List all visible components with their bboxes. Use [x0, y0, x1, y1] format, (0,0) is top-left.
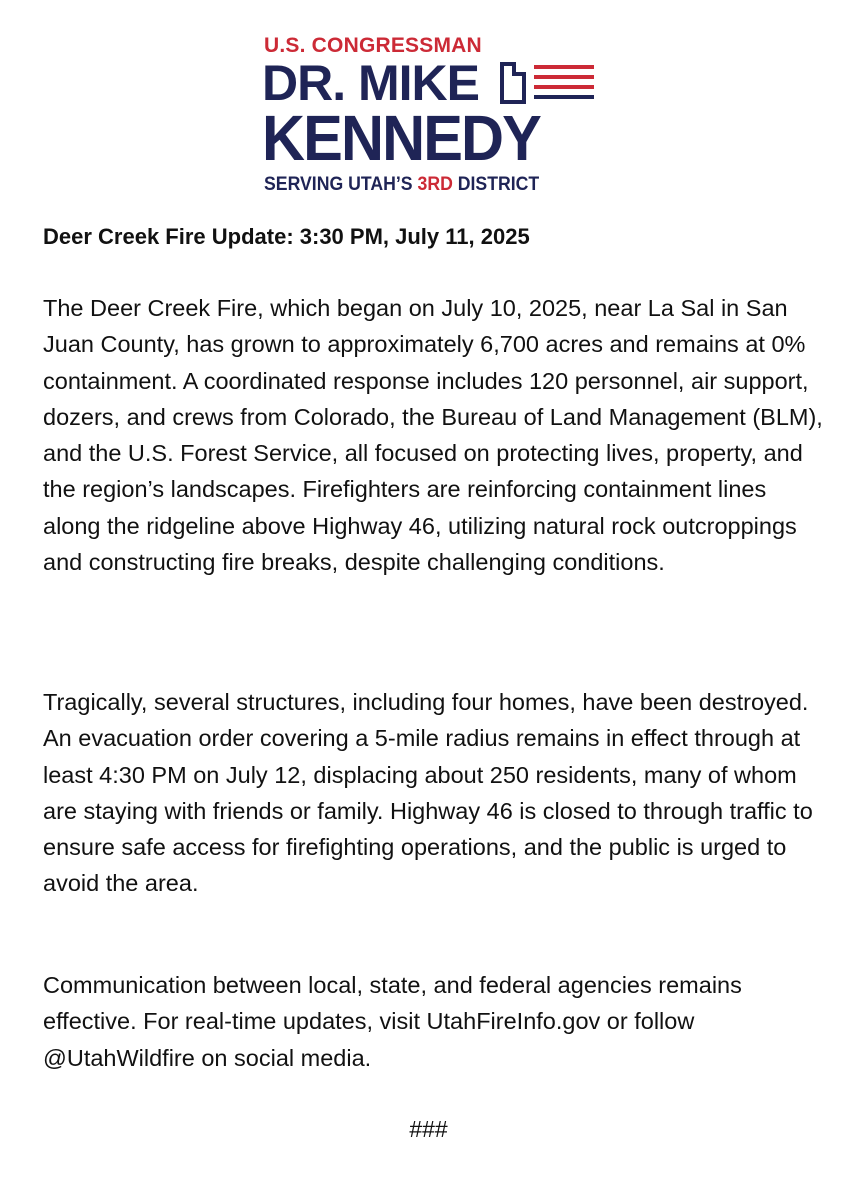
logo-district-prefix: SERVING UTAH’S [264, 174, 418, 195]
utah-flag-icon [500, 62, 596, 104]
logo-name-line1: DR. MIKE [262, 55, 479, 111]
logo-title-line: U.S. CONGRESSMAN [264, 34, 482, 57]
paragraph-fire-status: The Deer Creek Fire, which began on July 10, 2025, near La Sal in San Juan County, has grown to approximately 6,700 acres and remains at 0% containment. A coordinated response includes 120 personnel, air support, dozers, and crews from Colorado, the Bureau of Land Management (BLM), and the U.S. Forest Service, all focused on protecting lives, property, and the region’s landscapes. Firefighters are reinforcing containment lines along the ridgeline above Highway 46, utilizing natural rock outcroppings and constructing fire breaks, despite challenging conditions. [43, 295, 823, 576]
paragraph-evacuation: Tragically, several structures, including four homes, have been destroyed. An evacuation order covering a 5-mile radius remains in effect through at least 4:30 PM on July 12, displacing about 250 residents, many of whom are staying with friends or family. Highway 46 is closed to through traffic to ensure safe access for firefighting operations, and the public is urged to avoid the area. [43, 689, 813, 897]
congressman-logo [262, 34, 602, 194]
end-mark: ### [409, 1116, 448, 1142]
logo-district-number: 3RD [417, 174, 453, 195]
update-heading: Deer Creek Fire Update: 3:30 PM, July 11, 2025 [43, 224, 530, 249]
logo-district-suffix: DISTRICT [452, 174, 540, 195]
logo-district-line [264, 174, 539, 196]
paragraph-communication: Communication between local, state, and federal agencies remains effective. For real-time updates, visit UtahFireInfo.gov or follow @UtahWildfire on social media. [43, 972, 742, 1071]
logo-name-line2: KENNEDY [262, 102, 541, 174]
